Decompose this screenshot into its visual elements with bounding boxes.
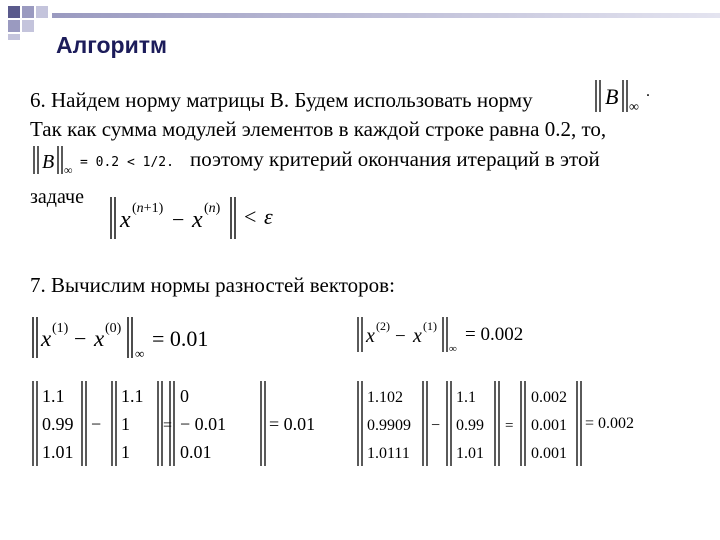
svg-text:∞: ∞ — [135, 346, 145, 361]
left-a-3: 1.01 — [42, 442, 74, 462]
svg-text:−: − — [172, 207, 185, 232]
norm-diff2-result: = 0.002 — [465, 324, 524, 345]
p6-line1-period: . — [646, 83, 650, 100]
svg-text:−: − — [431, 417, 441, 434]
svg-text:B: B — [605, 84, 619, 109]
svg-text:x: x — [120, 207, 131, 233]
left-c-2: − 0.01 — [180, 414, 227, 434]
norm-b-inf-formula — [594, 78, 664, 116]
right-a-1: 1.102 — [367, 389, 403, 406]
svg-text:=: = — [505, 418, 514, 434]
svg-text:(1): (1) — [52, 321, 69, 336]
svg-text:ε: ε — [264, 204, 273, 229]
right-c-1: 0.002 — [531, 389, 567, 406]
svg-text:B: B — [42, 151, 55, 173]
p6-line2: Так как сумма модулей элементов в каждой строке равна 0.2, то, — [30, 117, 607, 141]
svg-text:∞: ∞ — [629, 100, 639, 115]
norm-diff1-formula — [30, 314, 230, 362]
svg-text:∞: ∞ — [64, 163, 73, 177]
left-b-3: 1 — [121, 442, 130, 462]
right-a-2: 0.9909 — [367, 417, 411, 434]
left-c-1: 0 — [180, 386, 189, 406]
right-b-3: 1.01 — [456, 445, 484, 462]
slide-title: Алгоритм — [56, 32, 168, 58]
svg-text:(1): (1) — [423, 319, 437, 333]
svg-text:x: x — [41, 326, 52, 351]
left-b-1: 1.1 — [121, 386, 144, 406]
svg-text:−: − — [91, 414, 102, 434]
left-a-1: 1.1 — [42, 386, 65, 406]
left-c-3: 0.01 — [180, 442, 212, 462]
svg-text:−: − — [395, 326, 406, 347]
left-result: = 0.01 — [269, 414, 316, 434]
svg-text:x: x — [366, 325, 375, 347]
norm-b-value: = 0.2 < 1/2. — [80, 155, 174, 170]
norm-b-value-formula — [32, 144, 182, 180]
right-c-2: 0.001 — [531, 417, 567, 434]
norm-diff2-formula — [355, 314, 545, 356]
p6-line1 — [30, 88, 533, 113]
right-a-3: 1.0111 — [367, 445, 410, 462]
svg-text:x: x — [413, 325, 422, 347]
svg-text:−: − — [74, 326, 87, 351]
vector-diff-left — [30, 378, 320, 470]
p7: 7. Вычислим нормы разностей векторов: — [30, 273, 395, 297]
svg-text:∞: ∞ — [449, 343, 457, 355]
right-result: = 0.002 — [585, 415, 635, 432]
svg-text:=: = — [163, 417, 173, 434]
svg-text:(n): (n) — [204, 201, 221, 216]
norm-diff1-result: = 0.01 — [152, 326, 209, 351]
svg-text:x: x — [94, 326, 105, 351]
svg-text:(n+1): (n+1) — [132, 201, 164, 216]
right-c-3: 0.001 — [531, 445, 567, 462]
svg-text:(0): (0) — [105, 321, 122, 336]
p6-line1-text: 6. Найдем норму матрицы B. Будем использовать норму — [30, 88, 533, 112]
stopping-criterion-formula — [108, 194, 308, 242]
svg-text:<: < — [244, 204, 257, 229]
vector-diff-right — [355, 378, 665, 470]
p6-line4: задаче — [30, 186, 84, 208]
right-b-2: 0.99 — [456, 417, 484, 434]
left-b-2: 1 — [121, 414, 130, 434]
p6-line3: поэтому критерий окончания итераций в этой — [190, 147, 600, 171]
left-a-2: 0.99 — [42, 414, 74, 434]
svg-text:x: x — [192, 207, 203, 233]
svg-text:(2): (2) — [376, 319, 390, 333]
right-b-1: 1.1 — [456, 389, 476, 406]
